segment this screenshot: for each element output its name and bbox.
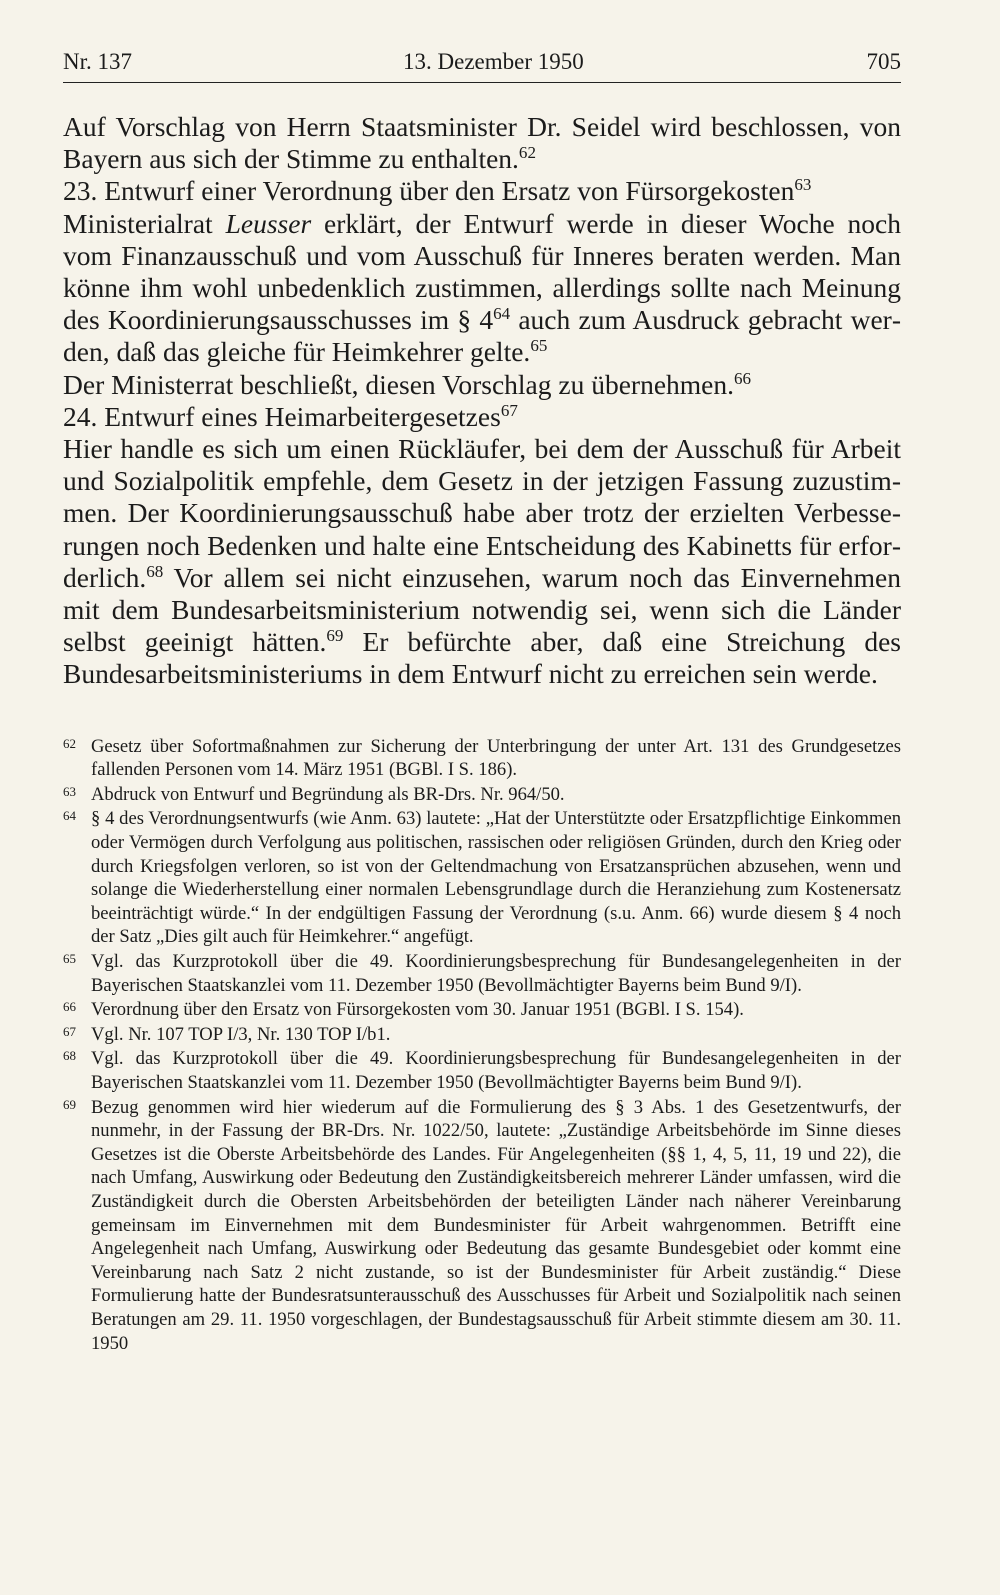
footnote-ref: 64 bbox=[493, 304, 511, 324]
footnote-number: 67 bbox=[63, 1023, 76, 1039]
footnote-text: Gesetz über Sofortmaßnahmen zur Sicherung der Unterbringung der unter Art. 131 des Grundgesetzes fallenden Personen vom 14. März 1951 (BGBl. I S. 186). bbox=[91, 735, 901, 781]
footnote bbox=[63, 1096, 901, 1356]
footnote bbox=[63, 1047, 901, 1094]
footnote-text: Vgl. das Kurzprotokoll über die 49. Koordinierungsbesprechung für Bundesangelegenheiten in der Bayerischen Staatskanzlei vom 11. Dezember 1950 (Bevollmächtigter Bayerns beim Bund 9/I). bbox=[91, 951, 901, 996]
paragraph-heimarbeit: Hier handle es sich um einen Rückläufer, bei dem der Ausschuß für Arbeit und Sozialpolitik empfehle, dem Gesetz in der jetzigen Fassung zuzustimmen. Der Koordinierungsausschuß habe aber trotz der erzielten Verbesserungen noch Bedenken und halte eine Entscheidung des Kabinetts für erforderlich.$^{68}$ Vor allem sei nicht einzusehen, warum noch das Einvernehmen mit dem Bundesarbeitsministerium notwendig sei, wenn sich die Länder selbst geeinigt hätten.$^{69}$ Er befürchte aber, daß eine Streichung des Bundesarbeitsministeriums in dem Entwurf nicht zu erreichen sein werde. bbox=[63, 433, 901, 690]
document-page bbox=[63, 44, 901, 1356]
footnote-ref: 63 bbox=[794, 175, 812, 195]
main-text bbox=[63, 111, 901, 691]
paragraph-resolution-seidel: Auf Vorschlag von Herrn Staatsminister Dr. Seidel wird beschlossen, von Bayern aus sich der Stimme zu enthalten.$^{62}$ bbox=[63, 111, 901, 175]
footnote-text: Vgl. das Kurzprotokoll über die 49. Koordinierungsbesprechung für Bundesangelegenheiten in der Bayerischen Staatskanzlei vom 11. Dezember 1950 (Bevollmächtigter Bayerns beim Bund 9/I). bbox=[91, 1048, 901, 1093]
document-number: Nr. 137 bbox=[63, 49, 132, 74]
footnote-text: Bezug genommen wird hier wiederum auf die Formulierung des § 3 Abs. 1 des Gesetzentwurfs, der nunmehr, in der Fassung der BR-Drs. Nr. 1022/50, lautete: „Zuständige Arbeitsbehörde im Sinne dieses Gesetzes ist die Oberste Arbeitsbehörde des Landes. Für Angelegenheiten (§§ 1, 4, 5, 11, 19 und 22), die nach Umfang, Auswirkung oder Bedeutung den Zuständigkeitsbereich mehrerer Länder umfassen, wird die Zuständigkeit durch die Obersten Arbeitsbehörden der beteiligten Länder nach näherer Vereinbarung gemeinsam im Einvernehmen mit dem Bundesminister für Arbeit wahrgenommen. Betrifft eine Angelegenheit nach Umfang, Auswirkung oder Bedeutung das gesamte Bundesgebiet oder kommt eine Vereinbarung nach Satz 2 nicht zustande, so ist der Bundesminister für Arbeit zuständig.“ Diese Formulierung hatte der Bundesratsunterausschuß des Ausschusses für Arbeit und Sozialpolitik nach seinen Beratungen am 29. 11. 1950 vorgeschlagen, der Bundestagsausschuß für Arbeit stimmte diesem am 30. 11. 1950 bbox=[91, 1096, 901, 1354]
footnote-ref: 68 bbox=[146, 561, 164, 581]
footnote-number: 63 bbox=[63, 783, 76, 799]
page-number: 705 bbox=[866, 49, 901, 74]
footnote bbox=[63, 783, 901, 807]
footnote bbox=[63, 998, 901, 1022]
footnote bbox=[63, 807, 901, 949]
footnote-text: § 4 des Verordnungsentwurfs (wie Anm. 63) lautete: „Hat der Unterstützte oder Ersatzpflichtige Einkommen oder Vermögen durch Verfolgung aus politischen, rassischen oder religiösen Gründen, durch den Krieg oder durch Kriegsfolgen verloren, so ist von der Geltendmachung von Ersatzansprüchen abzusehen, wenn und solange die Wiederherstellung einer normalen Lebensgrundlage durch die Heranziehung zum Kostenersatz beeinträchtigt würde.“ In der endgültigen Fassung der Verordnung (s.u. Anm. 66) wurde diesem § 4 noch der Satz „Dies gilt auch für Heimkehrer.“ angefügt. bbox=[91, 808, 901, 948]
footnote-number: 62 bbox=[63, 735, 76, 751]
footnote-text: Abdruck von Entwurf und Begründung als BR-Drs. Nr. 964/50. bbox=[91, 783, 565, 805]
footnote-number: 68 bbox=[63, 1048, 76, 1064]
running-header bbox=[63, 44, 901, 80]
footnote-ref: 66 bbox=[734, 368, 752, 388]
header-date: 13. Dezember 1950 bbox=[403, 49, 584, 74]
footnote-ref: 65 bbox=[530, 336, 548, 356]
footnote-ref: 62 bbox=[518, 143, 536, 163]
footnote-number: 66 bbox=[63, 999, 76, 1015]
agenda-item-24-title: 24. Entwurf eines Heimarbeitergesetzes$^{67}$ bbox=[63, 400, 518, 432]
footnote bbox=[63, 950, 901, 997]
footnote-text: Vgl. Nr. 107 TOP I/3, Nr. 130 TOP I/b1. bbox=[91, 1023, 391, 1045]
agenda-item-23-title: 23. Entwurf einer Verordnung über den Ersatz von Fürsorgekosten$^{63}$ bbox=[63, 175, 812, 207]
header-rule bbox=[63, 82, 901, 83]
paragraph-decision: Der Ministerrat beschließt, diesen Vorschlag zu übernehmen.$^{66}$ bbox=[63, 368, 752, 400]
footnote bbox=[63, 1023, 901, 1047]
footnotes bbox=[63, 735, 901, 1355]
person-name: Leusser bbox=[225, 207, 312, 239]
footnote-number: 65 bbox=[63, 951, 76, 966]
footnote bbox=[63, 735, 901, 782]
paragraph-leusser: Ministerialrat Leusser erklärt, der Entwurf werde in dieser Woche noch vom Finanzausschuß und vom Ausschuß für Inneres beraten werden. Man könne ihm wohl unbedenklich zustimmen, allerdings sollte nach Meinung des Koordinierungsausschusses im § $4^{64}$ auch zum Ausdruck gebracht werden, daß das gleiche für Heimkehrer gelte.$^{65}$ bbox=[63, 207, 901, 368]
footnote-ref: 69 bbox=[326, 626, 344, 646]
footnote-text: Verordnung über den Ersatz von Fürsorgekosten vom 30. Januar 1951 (BGBl. I S. 154). bbox=[91, 999, 744, 1021]
footnote-ref: 67 bbox=[500, 400, 518, 420]
footnote-number: 69 bbox=[63, 1096, 76, 1112]
footnote-number: 64 bbox=[63, 808, 76, 824]
